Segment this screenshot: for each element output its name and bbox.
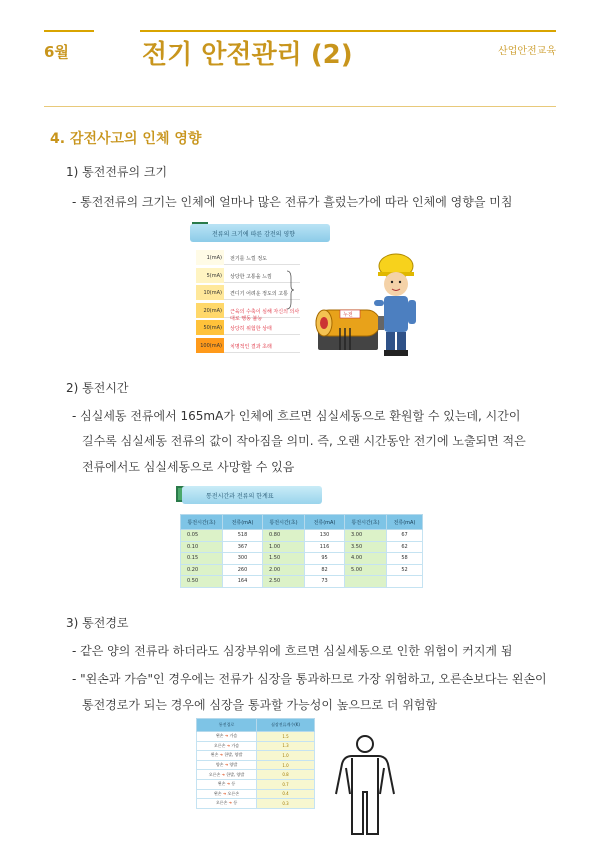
table-row	[181, 530, 423, 542]
path-from: 양손	[215, 762, 224, 768]
current-path-table	[196, 718, 315, 809]
path-cell	[197, 789, 257, 799]
month-label: 6월	[44, 43, 69, 61]
current-effect-text: 전기를 느낄 정도	[230, 256, 267, 262]
path-from: 오른손	[208, 771, 221, 777]
table-cell: 62	[387, 541, 423, 553]
path-from: 오른손	[215, 800, 228, 806]
table-header: 전류(mA)	[387, 515, 423, 530]
table-row	[197, 779, 315, 789]
current-level-label: 50(mA)	[196, 320, 224, 335]
figure2-title: 통전시간과 전류의 한계표	[182, 486, 322, 504]
table-header: 심장전류계수(K)	[257, 719, 315, 732]
table-cell	[345, 576, 387, 588]
table-header: 통전시간(초)	[181, 515, 223, 530]
worker-face-icon	[384, 272, 408, 296]
current-level-row	[196, 338, 300, 353]
current-level-label: 20(mA)	[196, 303, 224, 318]
path-cell	[197, 770, 257, 780]
arrow-right-icon: ➜	[223, 733, 230, 739]
arrow-right-icon: ➜	[221, 790, 228, 796]
path-cell	[197, 760, 257, 770]
path-to: 오른손	[227, 790, 240, 796]
table-cell: 0.20	[181, 564, 223, 576]
duration-line-2: 길수록 심실세동 전류의 값이 작아짐을 의미. 즉, 오랜 시간동안 전기에 노출되면 적은	[82, 434, 526, 448]
worker-illustration	[314, 248, 420, 358]
heart-current-factor: 0.4	[257, 789, 315, 799]
current-level-label: 100(mA)	[196, 338, 224, 353]
table-cell: 67	[387, 530, 423, 542]
table-cell: 0.10	[181, 541, 223, 553]
table-header: 전류(mA)	[305, 515, 345, 530]
table-cell: 52	[387, 564, 423, 576]
table-cell: 164	[223, 576, 263, 588]
current-effect-text: 상당한 고통을 느낌	[230, 273, 272, 280]
arrow-right-icon: ➜	[225, 781, 232, 787]
path-from: 오른손	[213, 742, 226, 748]
table-cell: 5.00	[345, 564, 387, 576]
current-path-figure	[196, 718, 320, 834]
table-row	[181, 576, 423, 588]
table-cell: 0.80	[263, 530, 305, 542]
arrow-right-icon: ➜	[223, 762, 230, 768]
table-header: 통전시간(초)	[263, 515, 305, 530]
section-title: 4. 감전사고의 인체 영향	[50, 131, 202, 147]
current-level-label: 1(mA)	[196, 250, 224, 265]
path-cell	[197, 732, 257, 742]
arrow-right-icon: ➜	[218, 752, 225, 758]
person-icon	[332, 734, 398, 838]
table-row	[197, 789, 315, 799]
path-to: 한발, 양발	[224, 752, 243, 758]
table-row	[197, 732, 315, 742]
table-row	[197, 751, 315, 761]
current-level-row	[196, 268, 300, 283]
path-cell	[197, 779, 257, 789]
heart-current-factor: 0.7	[257, 779, 315, 789]
table-cell: 0.05	[181, 530, 223, 542]
table-cell: 58	[387, 553, 423, 565]
current-size-bullet: - 통전전류의 크기는 인체에 얼마나 많은 전류가 흘렀는가에 따라 인체에 영향을 미침	[72, 195, 513, 209]
table-cell: 1.00	[263, 541, 305, 553]
current-level-row	[196, 285, 300, 300]
table-cell	[387, 576, 423, 588]
page-title: 전기 안전관리 (2)	[142, 40, 353, 70]
table-row	[197, 770, 315, 780]
table-cell: 3.50	[345, 541, 387, 553]
header-rule-left	[44, 30, 94, 32]
arrow-right-icon: ➜	[220, 771, 227, 777]
duration-limit-table	[180, 514, 423, 588]
path-bullet-2-line-2: 통전경로가 되는 경우에 심장을 통과할 가능성이 높으므로 더 위험함	[82, 698, 438, 712]
header-divider	[44, 106, 556, 107]
table-cell: 3.00	[345, 530, 387, 542]
path-cell	[197, 751, 257, 761]
path-from: 왼손	[210, 752, 219, 758]
current-level-label: 10(mA)	[196, 285, 224, 300]
path-bullet-2-line-1: - "왼손과 가슴"인 경우에는 전류가 심장을 통과하므로 가장 위험하고, 오른손보다는 왼손이	[72, 672, 547, 686]
current-level-row	[196, 250, 300, 265]
heart-current-factor: 1.5	[257, 732, 315, 742]
path-to: 등	[233, 800, 238, 806]
table-row	[197, 741, 315, 751]
path-bullet-1: - 같은 양의 전류라 하더라도 심장부위에 흐르면 심실세동으로 인한 위험이 커지게 됨	[72, 644, 513, 658]
duration-heading: 2) 통전시간	[66, 381, 129, 395]
path-to: 등	[231, 781, 236, 787]
duration-limit-figure	[176, 486, 426, 608]
header-rule-right	[140, 30, 556, 32]
current-effect-text: 견디기 어려운 정도의 고통	[230, 291, 288, 297]
path-to: 양발	[229, 762, 238, 768]
heart-current-factor: 1.0	[257, 751, 315, 761]
table-cell: 2.00	[263, 564, 305, 576]
heart-current-factor: 0.8	[257, 770, 315, 780]
arrow-right-icon: ➜	[227, 800, 234, 806]
table-cell: 2.50	[263, 576, 305, 588]
current-effect-text: 근육의 수축이 심해 자신의 의사대로 행동 불능	[230, 308, 300, 322]
table-cell: 130	[305, 530, 345, 542]
table-cell: 300	[223, 553, 263, 565]
table-cell: 0.15	[181, 553, 223, 565]
path-to: 가슴	[231, 742, 240, 748]
worker-body-icon	[384, 296, 408, 332]
path-from: 왼손	[213, 790, 222, 796]
category-label: 산업안전교육	[498, 46, 556, 57]
path-heading: 3) 통전경로	[66, 616, 129, 630]
heart-current-factor: 0.3	[257, 799, 315, 809]
current-effect-text: 상당히 위험한 상태	[230, 326, 272, 332]
brace-icon	[286, 270, 294, 310]
table-cell: 367	[223, 541, 263, 553]
leak-label: 누전	[343, 312, 353, 318]
figure1-title: 전류의 크기에 따른 감전의 영향	[190, 224, 330, 242]
table-cell: 73	[305, 576, 345, 588]
table-cell: 260	[223, 564, 263, 576]
heart-current-factor: 1.3	[257, 741, 315, 751]
path-from: 왼손	[215, 733, 224, 739]
table-cell: 4.00	[345, 553, 387, 565]
table-cell: 1.50	[263, 553, 305, 565]
path-cell	[197, 799, 257, 809]
table-cell: 95	[305, 553, 345, 565]
path-to: 가슴	[229, 733, 238, 739]
path-from: 왼손	[217, 781, 226, 787]
arrow-right-icon: ➜	[225, 742, 232, 748]
table-header: 통전시간(초)	[345, 515, 387, 530]
table-cell: 116	[305, 541, 345, 553]
table-cell: 0.50	[181, 576, 223, 588]
table-row	[181, 553, 423, 565]
table-header: 전류(mA)	[223, 515, 263, 530]
duration-line-3: 전류에서도 심실세동으로 사망할 수 있음	[82, 460, 295, 474]
path-cell	[197, 741, 257, 751]
table-header: 통전경로	[197, 719, 257, 732]
current-effect-text: 치명적인 결과 초래	[230, 343, 272, 350]
table-row	[197, 760, 315, 770]
duration-line-1: - 심실세동 전류에서 165mA가 인체에 흐르면 심실세동으로 환원할 수 있는데, 시간이	[72, 409, 521, 423]
table-row	[181, 564, 423, 576]
current-size-heading: 1) 통전전류의 크기	[66, 165, 168, 179]
table-cell: 82	[305, 564, 345, 576]
table-row	[181, 541, 423, 553]
current-level-row	[196, 303, 300, 322]
table-row	[197, 799, 315, 809]
path-to: 한발, 양발	[226, 771, 245, 777]
current-level-row	[196, 320, 300, 335]
heart-current-factor: 1.0	[257, 760, 315, 770]
table-cell: 518	[223, 530, 263, 542]
current-level-label: 5(mA)	[196, 268, 224, 283]
